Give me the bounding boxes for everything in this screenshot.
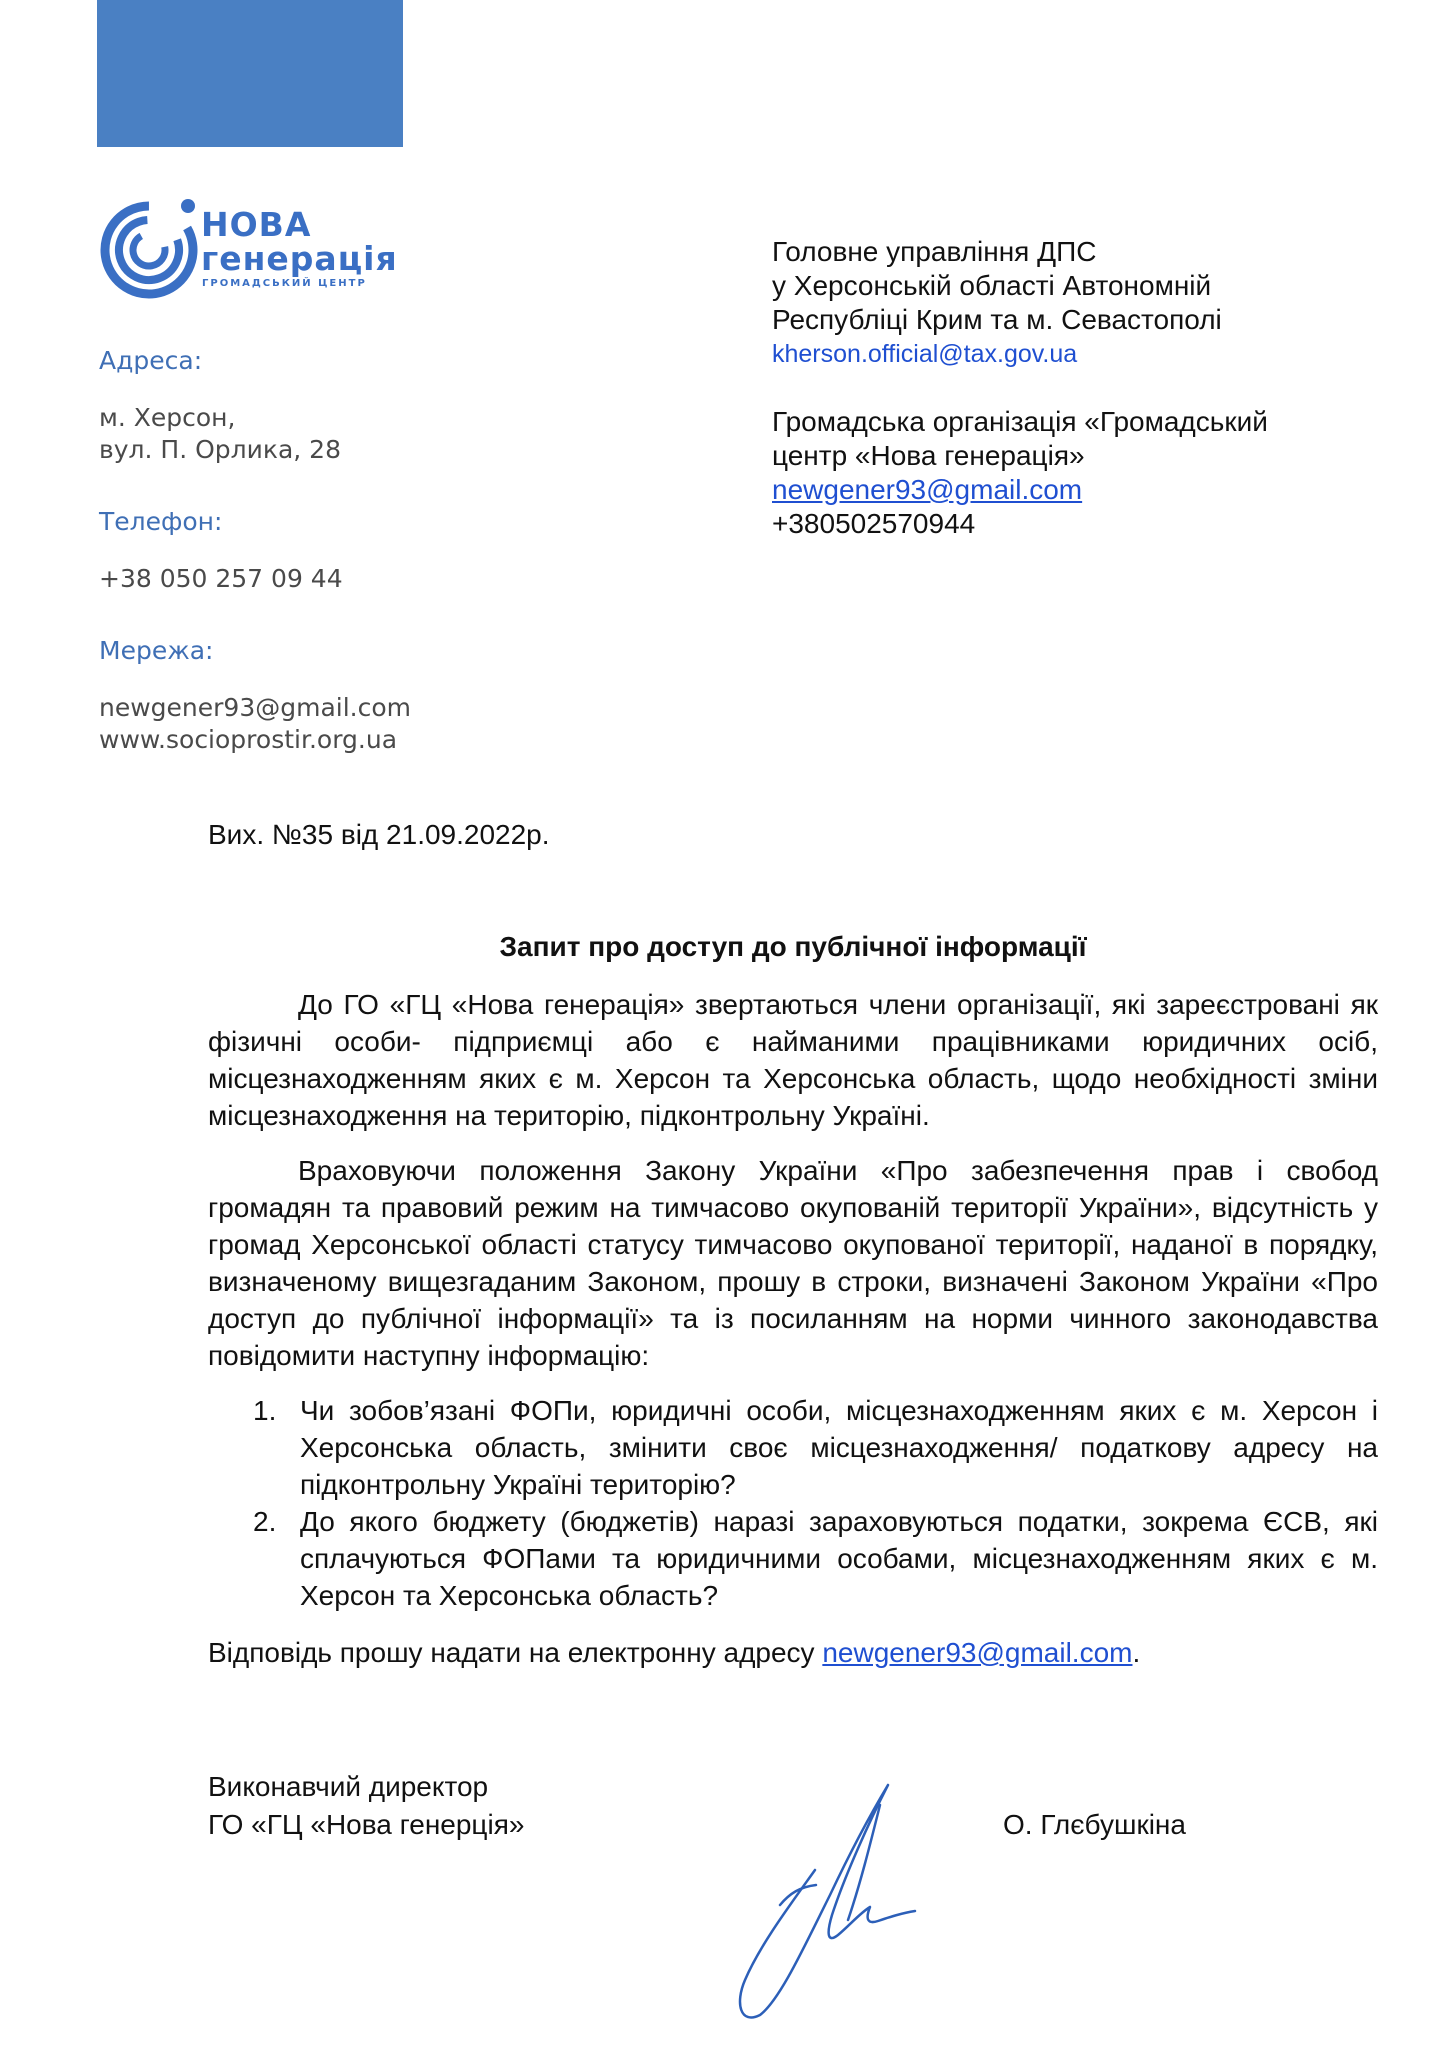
reply-request [208,1634,1378,1671]
logo-title-line1: НОВА [201,205,312,244]
recipient-spacer [772,371,1392,405]
sender-line2: центр «Нова генерація» [772,440,1085,471]
reply-prefix: Відповідь прошу надати на електронну адресу [208,1637,823,1668]
reply-email-link[interactable]: newgener93@gmail.com [822,1637,1133,1668]
address-group [99,345,459,466]
position-line2: ГО «ГЦ «Нова генерція» [208,1809,525,1840]
logo-title [201,205,398,278]
sender-phone: +380502570944 [772,508,976,539]
signatory-position [208,1768,524,1844]
address-label: Адреса: [99,346,203,375]
paragraph-2: Враховуючи положення Закону України «Про забезпечення прав і свобод громадян та правовий режим на тимчасово окупованій території України», відсутність у громад Херсонської області статусу тимчасово окупованої території, наданої в порядку, визначеному вищезгаданим Законом, прошу в строки, визначені Законом України «Про доступ до публічної інформації» та із посиланням на норми чинного законодавства повідомити наступну інформацію: [208,1155,1378,1371]
handwritten-signature [720,1775,920,2035]
signatory-name: О. Глєбушкіна [1003,1809,1186,1840]
list-item-text: Чи зобов’язані ФОПи, юридичні особи, місцезнаходженням яких є м. Херсон і Херсонська область, змінити своє місцезнаходження/ податкову адресу на підконтрольну Україні територію? [300,1395,1378,1500]
address-line2: вул. П. Орлика, 28 [99,435,341,464]
recipient-line1: Головне управління ДПС [772,236,1097,267]
organization-logo [97,192,427,302]
list-item-number: 2. [253,1506,277,1537]
address-line1: м. Херсон, [99,403,236,432]
document-body [208,986,1378,1689]
phone-group [99,506,459,595]
recipient-line3: Республіці Крим та м. Севастополі [772,304,1222,335]
web-group [99,635,459,756]
logo-subtitle: ГРОМАДСЬКИЙ ЦЕНТР [202,278,367,289]
contact-email: newgener93@gmail.com [99,693,412,722]
sender-line1: Громадська організація «Громадський [772,406,1268,437]
phone-label: Телефон: [99,507,223,536]
recipient-block [772,235,1392,541]
logo-title-line2: генерація [201,239,398,278]
header-color-band [97,0,403,147]
recipient-line2: у Херсонській області Автономній [772,270,1212,301]
question-list [208,1392,1378,1614]
phone-value: +38 050 257 09 44 [99,564,343,593]
paragraph-1: До ГО «ГЦ «Нова генерація» звертаються члени організації, які зареєстровані як фізичні особи- підприємці або є найманими працівниками юридичних осіб, місцезнаходженням яких є м. Херсон та Херсонська область, щодо необхідності зміни місцезнаходження на територію, підконтрольну Україні. [208,989,1378,1131]
web-label: Мережа: [99,636,214,665]
recipient-email: kherson.official@tax.gov.ua [772,340,1078,368]
list-item-text: До якого бюджету (бюджетів) наразі зараховуються податки, зокрема ЄСВ, які сплачуються ФОПами та юридичними особами, місцезнаходженням яких є м. Херсон та Херсонська область? [300,1506,1378,1611]
outgoing-number: Вих. №35 від 21.09.2022р. [208,819,550,850]
position-line1: Виконавчий директор [208,1771,489,1802]
contacts-column [99,345,459,796]
list-item [208,1503,1378,1614]
sender-email-link[interactable]: newgener93@gmail.com [772,474,1083,505]
reply-suffix: . [1132,1637,1141,1668]
list-item-number: 1. [253,1395,277,1426]
contact-website: www.socioprostir.org.ua [99,725,398,754]
document-title: Запит про доступ до публічної інформації [499,931,1087,962]
logo-circles-icon [97,192,207,302]
list-item [208,1392,1378,1503]
